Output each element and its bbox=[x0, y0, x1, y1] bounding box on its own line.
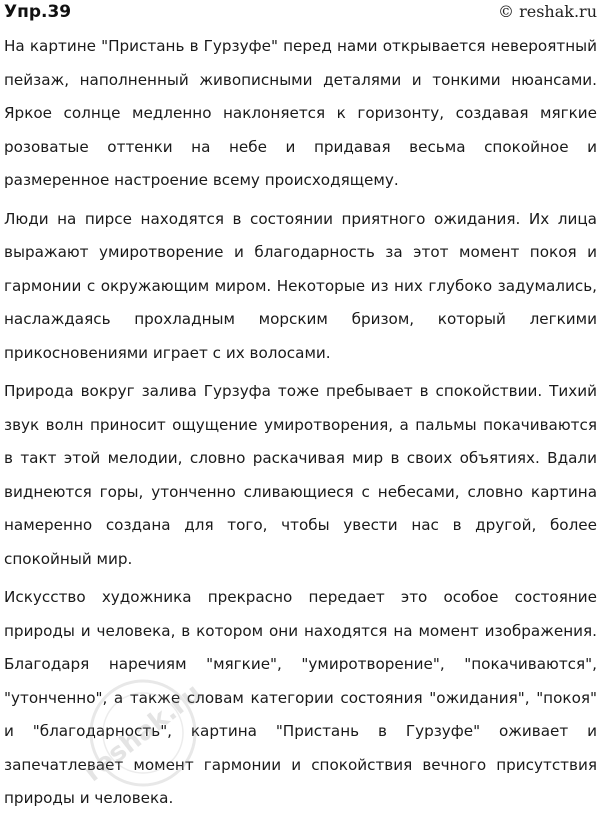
watermark-text: reshak.ru bbox=[78, 677, 208, 789]
paragraph-1: На картине "Пристань в Гурзуфе" перед нами открывается невероятный пейзаж, наполненный живописными деталями и тонкими нюансами. Яркое солнце медленно наклоняется к горизонту, создавая мягкие розоватые оттенки на небе и придавая весьма спокойное и размеренное настроение всему происходящему. bbox=[4, 37, 597, 189]
essay-text bbox=[4, 30, 597, 816]
paragraph-3: Природа вокруг залива Гурзуфа тоже пребывает в спокойствии. Тихий звук волн приносит ощущение умиротворения, а пальмы покачиваются в такт этой мелодии, словно раскачивая мир в своих объятиях. Вдали виднеются горы, утонченно сливающиеся с небесами, словно картина намеренно создана для того, чтобы увести нас в другой, более спокойный мир. bbox=[4, 382, 597, 568]
exercise-title: Упр.39 bbox=[4, 2, 72, 22]
paragraph-4: Искусство художника прекрасно передает это особое состояние природы и человека, в котором они находятся на момент изображения. Благодаря наречиям "мягкие", "умиротворение", "покачиваются", "утонченно", а также словам категории состояния "ожидания", "покоя" и "благодарность", картина "Пристань в Гурзуфе" оживает и запечатлевает момент гармонии и спокойствия вечного присутствия природы и человека. bbox=[4, 588, 597, 807]
copyright-label: © reshak.ru bbox=[498, 2, 597, 21]
paragraph-2: Люди на пирсе находятся в состоянии приятного ожидания. Их лица выражают умиротворение и благодарность за этот момент покоя и гармонии с окружающим миром. Некоторые из них глубоко задумались, наслаждаясь прохладным морским бризом, который легкими прикосновениями играет с их волосами. bbox=[4, 209, 597, 362]
page-header bbox=[4, 0, 597, 26]
